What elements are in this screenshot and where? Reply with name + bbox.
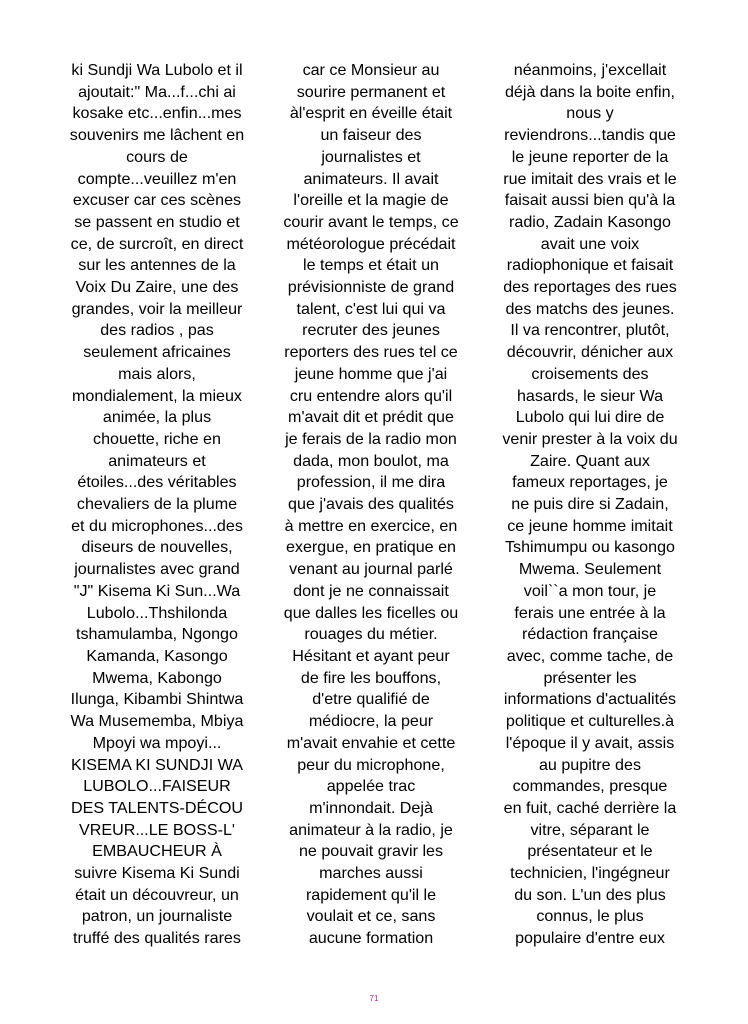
text-line: un faiseur des (320, 126, 422, 145)
text-line: des reportages des rues (503, 278, 677, 297)
text-column-3 (488, 60, 692, 950)
text-line: exergue, en pratique en (285, 538, 456, 557)
text-line: compte...veuillez m'en (77, 169, 237, 188)
text-line: néanmoins, j'excellait (513, 61, 667, 79)
text-line: cru entendre alors qu'il (289, 386, 453, 405)
text-line: météorologue précédait (286, 234, 456, 253)
text-line: LUBOLO...FAISEUR (83, 777, 231, 796)
text-line: Wa Musememba, Mbiya (70, 712, 244, 731)
text-line: l'oreille et la magie de (293, 191, 449, 210)
text-line: radiophonique et faisait (506, 256, 674, 275)
text-line: au pupitre des (538, 755, 641, 774)
text-line: animateurs. Il avait (303, 169, 439, 188)
text-line: croisements des (531, 364, 649, 383)
text-line: peur du microphone, (297, 755, 445, 774)
text-line: à mettre en exercice, en (284, 516, 458, 535)
text-line: mais alors, (118, 364, 196, 383)
text-line: prévisionniste de grand (287, 278, 455, 297)
text-line: kosake etc...enfin...mes (72, 104, 242, 123)
text-line: car ce Monsieur au (302, 61, 440, 79)
text-line: grandes, voir la meilleur (71, 299, 243, 318)
text-line: fameux reportages, je (512, 473, 668, 492)
text-line: hasards, le sieur Wa (516, 386, 664, 405)
text-line: venant au journal parlé (289, 560, 453, 579)
text-column-2 (269, 60, 473, 950)
text-column-1 (55, 60, 259, 950)
text-line: connus, le plus (536, 907, 644, 926)
text-line: chouette, riche en (93, 429, 221, 448)
text-line: Hésitant et ayant peur (292, 646, 450, 665)
text-line: Il va rencontrer, plutôt, (510, 321, 670, 340)
text-line: je ferais de la radio mon (285, 429, 457, 448)
text-line: Kamanda, Kasongo (86, 646, 228, 665)
text-line: Mwema. Seulement (518, 560, 662, 579)
text-line: le jeune reporter de la (511, 147, 669, 166)
text-line: Mwema, Kabongo (92, 668, 222, 687)
text-line: animateur à la radio, je (289, 820, 453, 839)
text-line: en fuit, caché derrière la (503, 798, 677, 817)
text-line: présentateur et le (527, 842, 653, 861)
text-line: nous y (566, 104, 614, 123)
text-line: patron, un journaliste (81, 907, 233, 926)
text-line: médiocre, la peur (308, 712, 434, 731)
text-line: rédaction française (522, 625, 658, 644)
text-line: appelée trac (326, 777, 416, 796)
text-line: venir prester à la voix du (502, 429, 678, 448)
text-line: ne puis dire si Zadain, (511, 495, 669, 514)
text-line: rapidement qu'il le (305, 885, 437, 904)
text-line: déjà dans la boite enfin, (504, 82, 675, 101)
text-line: Mpoyi wa mpoyi... (92, 733, 222, 752)
text-line: talent, c'est lui qui va (296, 299, 446, 318)
text-line: dont je ne connaissait (293, 581, 449, 600)
text-line: le temps et était un (303, 256, 439, 275)
text-line: "J" Kisema Ki Sun...Wa (73, 581, 241, 600)
text-line: Voix Du Zaire, une des (75, 278, 239, 297)
text-line: dada, mon boulot, ma (293, 451, 449, 470)
text-line: et du microphones...des (71, 516, 243, 535)
text-line: vitre, séparant le (530, 820, 650, 839)
text-line: suivre Kisema Ki Sundi (74, 864, 240, 883)
text-line: Tshimumpu ou kasongo (505, 538, 675, 557)
text-line: ajoutait:" Ma...f...chi ai (78, 82, 236, 101)
text-line: voulait et ce, sans (306, 907, 436, 926)
text-line: faisait aussi bien qu'à la (504, 191, 676, 210)
text-line: étoiles...des véritables (77, 473, 237, 492)
text-line: des radios , pas (100, 321, 214, 340)
text-line: que dalles les ficelles ou (283, 603, 459, 622)
text-line: sourire permanent et (296, 82, 446, 101)
text-line: profession, il me dira (296, 473, 446, 492)
text-line: chevaliers de la plume (76, 495, 238, 514)
text-line: avec, comme tache, de (506, 646, 674, 665)
text-line: rue imitait des vrais et le (503, 169, 677, 188)
text-line: tshamulamba, Ngongo (76, 625, 238, 644)
text-line: cours de (126, 147, 188, 166)
text-line: journalistes avec grand (74, 560, 240, 579)
text-line: reporters des rues tel ce (284, 343, 458, 362)
text-line: mondialement, la mieux (72, 386, 242, 405)
text-line: truffé des qualités rares (73, 929, 241, 948)
text-line: de fire les bouffons, (300, 668, 442, 687)
text-line: ne pouvait gravir les (298, 842, 444, 861)
text-line: KISEMA KI SUNDJI WA (71, 755, 243, 774)
text-line: m'innondait. Dejà (309, 798, 433, 817)
text-line: informations d'actualités (503, 690, 677, 709)
text-line: Lubolo qui lui dire de (515, 408, 665, 427)
text-line: était un découvreur, un (75, 885, 239, 904)
text-line: rouages du métier. (304, 625, 438, 644)
text-line: Ilunga, Kibambi Shintwa (70, 690, 244, 709)
text-line: VREUR...LE BOSS-L' (78, 820, 235, 839)
text-line: découvrir, dénicher aux (506, 343, 674, 362)
text-line: seulement africaines (83, 343, 231, 362)
text-line: m'avait dit et prédit que (288, 408, 454, 427)
text-line: reviendrons...tandis que (504, 126, 676, 145)
text-line: animateurs et (108, 451, 206, 470)
text-line: l'époque il y avait, assis (505, 733, 675, 752)
text-line: jeune homme que j'ai (294, 364, 448, 383)
text-line: se passent en studio et (74, 212, 240, 231)
page-number: 71 (369, 994, 379, 1003)
text-line: ki Sundji Wa Lubolo et il (71, 61, 243, 79)
text-line: technicien, l'ingégneur (510, 864, 670, 883)
text-line: que j'avais des qualités (288, 495, 454, 514)
text-line: courir avant le temps, ce (283, 212, 459, 231)
text-line: Zaire. Quant aux (530, 451, 650, 470)
text-line: marches aussi (319, 864, 423, 883)
text-line: recruter des jeunes (302, 321, 440, 340)
text-line: politique et culturelles.à (505, 712, 675, 731)
text-line: Lubolo...Thshilonda (86, 603, 228, 622)
text-line: avait une voix (540, 234, 640, 253)
text-line: excuser car ces scènes (72, 191, 242, 210)
text-line: ce jeune homme imitait (507, 516, 673, 535)
text-line: d'etre qualifié de (312, 690, 430, 709)
text-line: ferais une entrée à la (514, 603, 666, 622)
text-line: populaire d'entre eux (515, 929, 665, 948)
text-line: àl'esprit en éveille était (289, 104, 453, 123)
text-line: souvenirs me lâchent en (69, 126, 245, 145)
text-line: ce, de surcroît, en direct (70, 234, 244, 253)
text-line: m'avait envahie et cette (286, 733, 456, 752)
text-line: diseurs de nouvelles, (81, 538, 233, 557)
text-line: DES TALENTS-DÉCOU (71, 798, 243, 817)
text-line: des matchs des jeunes. (505, 299, 675, 318)
text-line: commandes, presque (512, 777, 668, 796)
text-line: radio, Zadain Kasongo (509, 212, 671, 231)
text-line: sur les antennes de la (78, 256, 236, 275)
text-line: voil``a mon tour, je (523, 581, 657, 600)
text-line: présenter les (543, 668, 637, 687)
text-line: journalistes et (321, 147, 421, 166)
text-line: du son. L'un des plus (514, 885, 666, 904)
text-line: aucune formation (308, 929, 434, 948)
text-line: animée, la plus (102, 408, 212, 427)
text-line: EMBAUCHEUR À (92, 842, 222, 861)
